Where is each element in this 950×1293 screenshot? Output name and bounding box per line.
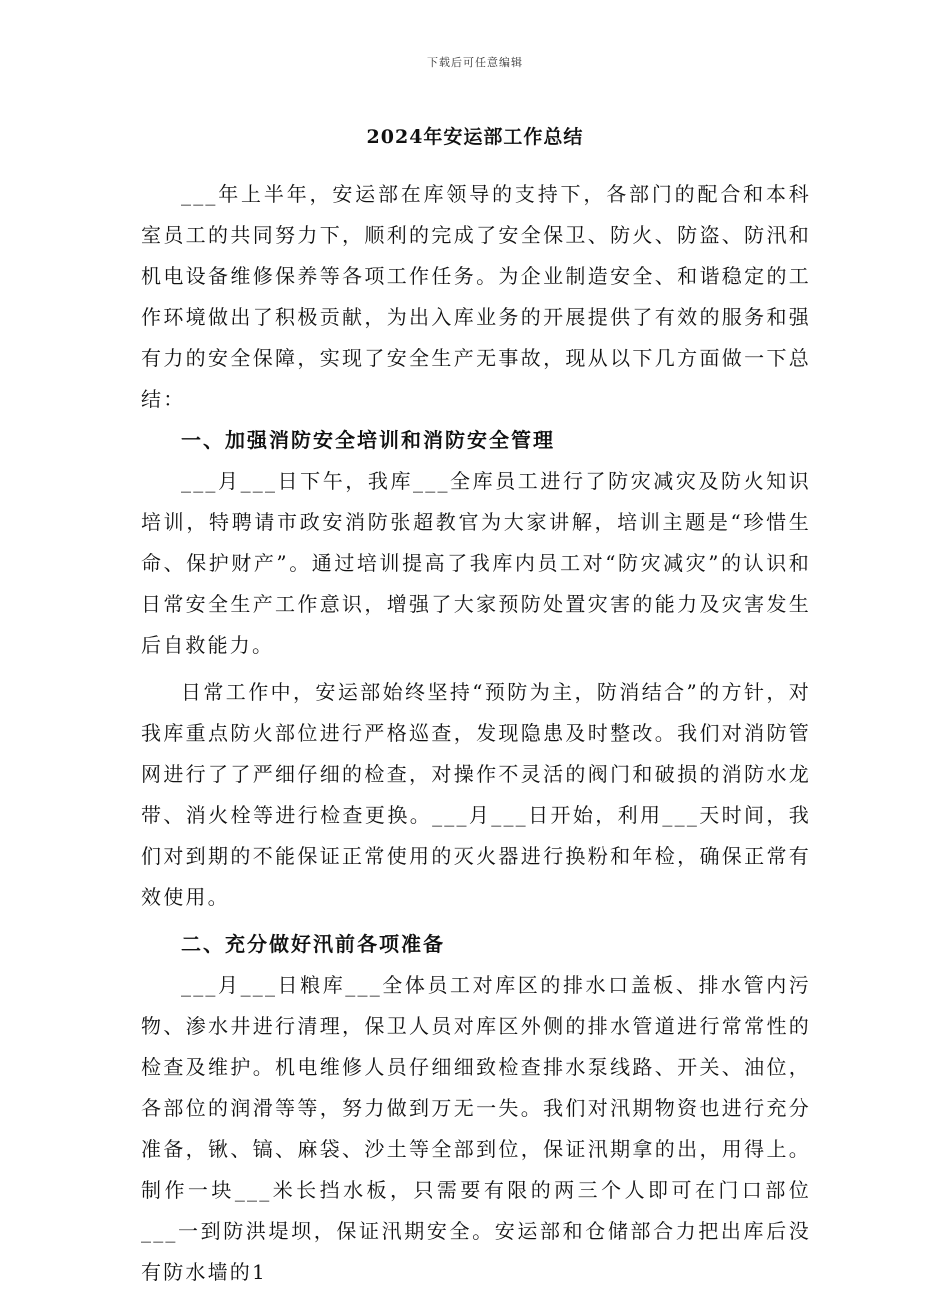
header-note: 下载后可任意编辑 (427, 56, 523, 69)
section-1-paragraph-1: ___月___日下午，我库___全库员工进行了防灾减灾及防火知识培训，特聘请市政安消防张超教官为大家讲解，培训主题是“珍惜生命、保护财产”。通过培训提高了我库内员工对“防灾减灾”的认识和日常安全生产工作意识，增强了大家预防处置灾害的能力及灾害发生后自救能力。 (141, 469, 811, 657)
section-1-paragraph-2: 日常工作中，安运部始终坚持“预防为主，防消结合”的方针，对我库重点防火部位进行严格巡查，发现隐患及时整改。我们对消防管网进行了了严细仔细的检查，对操作不灵活的阀门和破损的消防水龙带、消火栓等进行检查更换。___月___日开始，利用___天时间，我们对到期的不能保证正常使用的灭火器进行换粉和年检，确保正常有效使用。 (141, 680, 811, 909)
section-1-heading: 一、加强消防安全培训和消防安全管理 (181, 428, 555, 452)
intro-paragraph: ___年上半年，安运部在库领导的支持下，各部门的配合和本科室员工的共同努力下，顺利的完成了安全保卫、防火、防盗、防汛和机电设备维修保养等各项工作任务。为企业制造安全、和谐稳定的工作环境做出了积极贡献，为出入库业务的开展提供了有效的服务和强有力的安全保障，实现了安全生产无事故，现从以下几方面做一下总结： (141, 182, 811, 411)
document-body (141, 174, 811, 1293)
document-title: 2024年安运部工作总结 (366, 126, 584, 148)
section-2-heading: 二、充分做好汛前各项准备 (181, 932, 445, 956)
section-2-paragraph-1: ___月___日粮库___全体员工对库区的排水口盖板、排水管内污物、渗水井进行清理，保卫人员对库区外侧的排水管道进行常常性的检查及维护。机电维修人员仔细细致检查排水泵线路、开关、油位，各部位的润滑等等，努力做到万无一失。我们对汛期物资也进行充分准备，锹、镐、麻袋、沙土等全部到位，保证汛期拿的出，用得上。制作一块___米长挡水板，只需要有限的两三个人即可在门口部位___一到防洪堤坝，保证汛期安全。安运部和仓储部合力把出库后没有防水墙的1 (141, 973, 811, 1284)
